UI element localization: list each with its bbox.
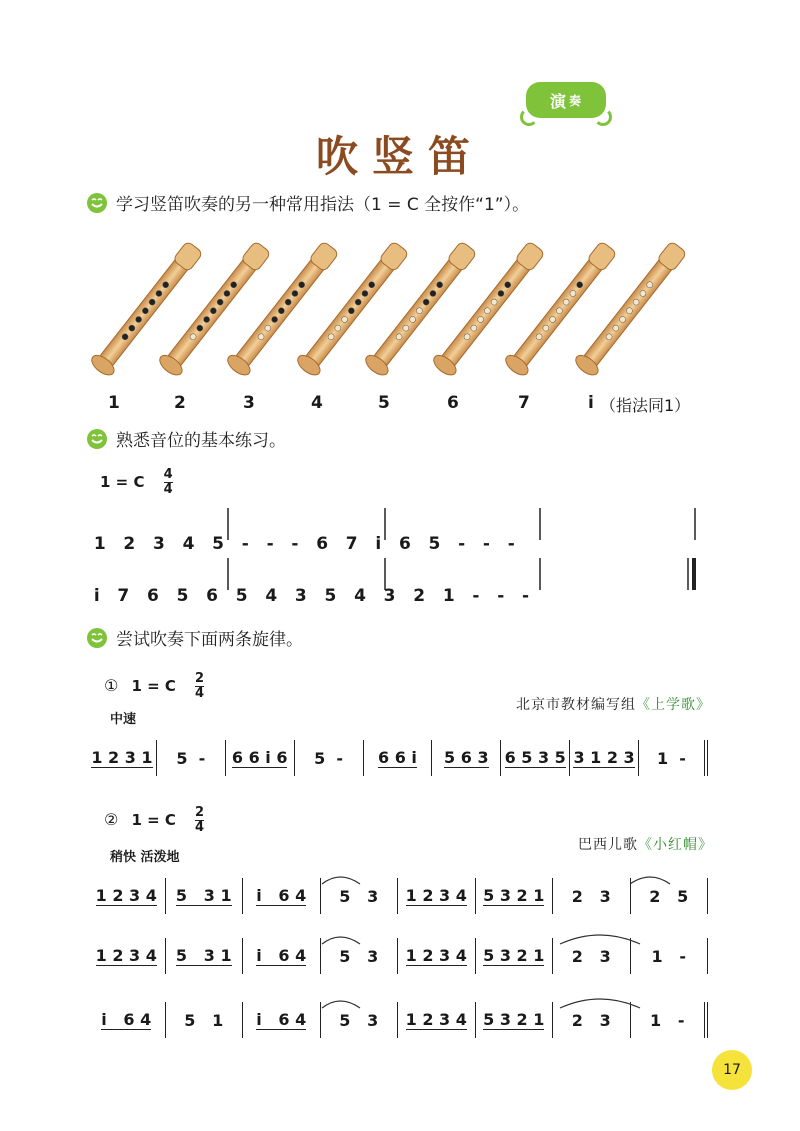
measure-notes: 1 2 3 4 <box>95 946 157 965</box>
measure-notes: 1 2 3 4 <box>405 1010 467 1029</box>
fingering-note: （指法同1） <box>600 396 691 415</box>
exercise-barlines <box>0 500 800 600</box>
measure-notes: i 6 4 <box>256 886 307 905</box>
melody-1-header <box>104 672 204 701</box>
melody-1-key: 1 = C <box>131 677 176 695</box>
measure-notes: i 6 4 <box>256 946 307 965</box>
melody-1-tempo: 中速 <box>110 712 137 727</box>
measure <box>364 740 433 776</box>
measure-notes: 2 3 <box>571 886 611 906</box>
melody-2-song: 《小红帽》 <box>638 837 713 853</box>
exercise-key <box>100 468 173 497</box>
measure-notes: i 6 4 <box>101 1010 152 1029</box>
measure-notes: 5 3 1 <box>175 886 232 905</box>
melody-1-number: ① <box>104 676 119 695</box>
smiley-icon <box>86 428 108 450</box>
recorder-number-6: 6 <box>447 393 459 413</box>
measure-notes: 2 5 <box>649 886 689 906</box>
section-heading-1 <box>86 190 529 215</box>
measure-notes: 1 - <box>650 1010 685 1030</box>
section-1-text: 学习竖笛吹奏的另一种常用指法（1 = C 全按作“1”）。 <box>116 195 530 215</box>
measure-notes: 1 2 3 4 <box>405 886 467 905</box>
recorder-number-5: 5 <box>378 393 390 413</box>
badge-main: 演 <box>549 91 567 111</box>
page-number: 17 <box>712 1050 752 1090</box>
measure-notes: 1 2 3 1 <box>91 748 153 767</box>
exercise-row-1: 1 2 3 4 5 - - - 6 7 i 6 5 - - - <box>93 534 515 554</box>
measure-notes: 5 1 <box>184 1010 224 1030</box>
melody-2-credit: 巴西儿歌《小红帽》 <box>578 837 713 853</box>
smiley-icon <box>86 627 108 649</box>
measure <box>570 740 639 776</box>
measure <box>501 740 570 776</box>
badge-small: 奏 <box>569 93 583 108</box>
measure-notes: 5 3 2 1 <box>483 1010 545 1029</box>
measure-notes: 6 6 i <box>377 748 417 767</box>
section-badge <box>526 82 606 118</box>
time-signature: $\frac{4}{4}$ <box>163 467 173 497</box>
measure-notes: 5 3 1 <box>175 946 232 965</box>
melody-2-time: $\frac{2}{4}$ <box>195 805 205 835</box>
recorder-illustrations <box>90 230 710 390</box>
melody-1-credit: 北京市教材编写组《上学歌》 <box>516 697 711 713</box>
section-2-text: 熟悉音位的基本练习。 <box>116 431 286 451</box>
measure <box>226 740 295 776</box>
measure-notes: 1 - <box>651 946 686 966</box>
measure-notes: 5 3 <box>339 886 379 906</box>
measure-notes: 5 3 2 1 <box>483 886 545 905</box>
slur-marks <box>0 860 800 1030</box>
smiley-icon <box>86 192 108 214</box>
measure-notes: 1 - <box>656 748 686 768</box>
measure-notes: 5 6 3 <box>444 748 489 767</box>
measure-notes: 3 1 2 3 <box>573 748 635 767</box>
melody-1-time: $\frac{2}{4}$ <box>195 671 205 701</box>
measure-notes: i 6 4 <box>256 1010 307 1029</box>
recorder-number-8: i <box>588 393 594 413</box>
section-heading-3 <box>86 625 303 650</box>
measure-notes: 2 3 <box>571 946 611 966</box>
measure <box>295 740 364 776</box>
melody-1-song: 《上学歌》 <box>636 697 711 713</box>
measure-notes: 5 3 <box>339 1010 379 1030</box>
measure <box>157 740 226 776</box>
measure-notes: 6 6 i 6 <box>231 748 288 767</box>
measure-notes: 5 - <box>176 748 206 768</box>
melody-2-key: 1 = C <box>131 811 176 829</box>
measure-notes: 5 - <box>314 748 344 768</box>
melody-2-tempo: 稍快 活泼地 <box>110 850 180 865</box>
recorder-icon <box>156 239 273 379</box>
section-3-text: 尝试吹奏下面两条旋律。 <box>116 630 303 650</box>
recorder-number-4: 4 <box>311 393 323 413</box>
measure-notes: 2 3 <box>571 1010 611 1030</box>
recorder-icon <box>90 239 205 379</box>
measure-notes: 5 3 <box>339 946 379 966</box>
measure-notes: 6 5 3 5 <box>504 748 566 767</box>
measure <box>639 740 708 776</box>
measure-notes: 5 3 2 1 <box>483 946 545 965</box>
measure <box>88 740 157 776</box>
measure <box>432 740 501 776</box>
melody-1-row-1 <box>88 740 708 776</box>
recorder-number-1: 1 <box>108 393 120 413</box>
recorder-icon <box>362 239 479 379</box>
melody-2-number: ② <box>104 810 119 829</box>
measure-notes: 1 2 3 4 <box>95 886 157 905</box>
exercise-row-2: i 7 6 5 6 5 4 3 5 4 3 2 1 - - - <box>93 586 530 606</box>
page-title: 吹竖笛 <box>315 132 484 181</box>
recorder-number-2: 2 <box>174 393 186 413</box>
recorder-number-7: 7 <box>518 393 530 413</box>
section-heading-2 <box>86 426 286 451</box>
key-signature: 1 = C <box>100 473 145 491</box>
measure-notes: 1 2 3 4 <box>405 946 467 965</box>
melody-2-header <box>104 806 204 835</box>
recorder-number-3: 3 <box>243 393 255 413</box>
